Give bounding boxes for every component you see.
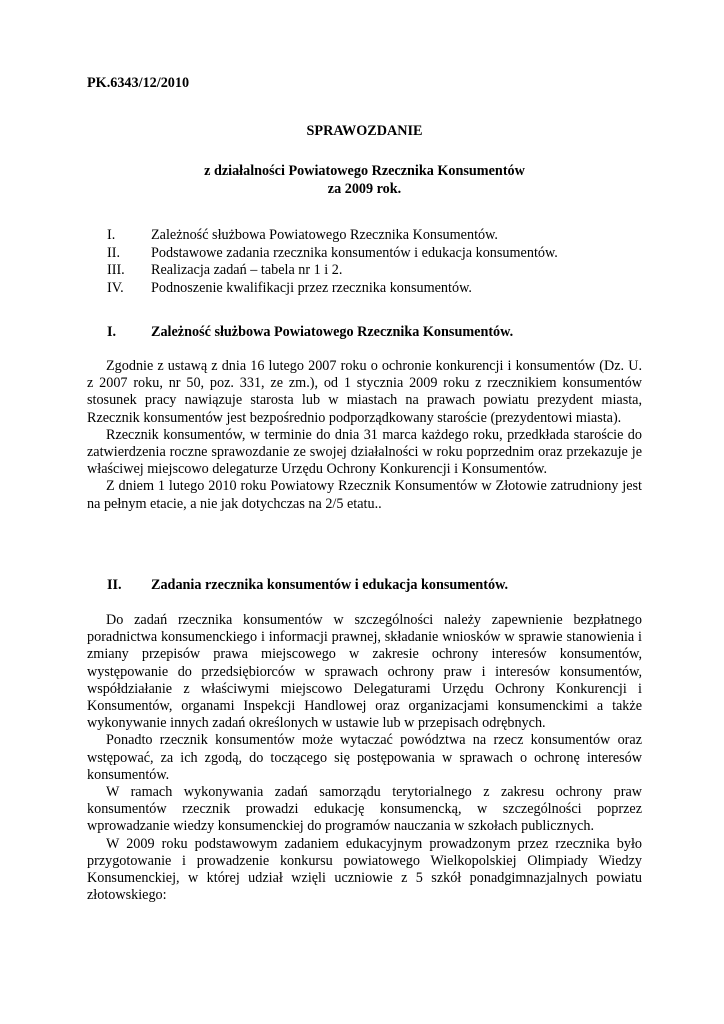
toc-item (107, 280, 647, 298)
table-of-contents (107, 227, 647, 297)
toc-item-number: I. (107, 227, 116, 243)
toc-item (107, 227, 647, 245)
section-2-heading (107, 577, 647, 594)
toc-item-number: II. (107, 244, 120, 261)
paragraph: Rzecznik konsumentów, w terminie do dnia 31 marca każdego roku, przedkłada staroście do zatwierdzenia roczne sprawozdanie ze swojej działalności w roku poprzednim oraz przekazuje je właściwej miejscowo delegaturze Urzędu Ochrony Konkurencji i Konsumentów. (87, 426, 642, 478)
section-1-heading (107, 324, 647, 341)
toc-item-text: Podnoszenie kwalifikacji przez rzecznika konsumentów. (151, 279, 472, 296)
reference-number: PK.6343/12/2010 (87, 75, 190, 91)
subtitle-line-1: z działalności Powiatowego Rzecznika Konsumentów (204, 163, 525, 179)
toc-item (107, 262, 647, 280)
toc-item-number: IV. (107, 279, 124, 296)
section-title: Zadania rzecznika konsumentów i edukacja konsumentów. (151, 577, 509, 593)
section-title: Zależność służbowa Powiatowego Rzecznika Konsumentów. (151, 324, 514, 340)
document-subtitle (87, 162, 642, 198)
toc-item-text: Podstawowe zadania rzecznika konsumentów i edukacja konsumentów. (151, 244, 558, 261)
paragraph: Zgodnie z ustawą z dnia 16 lutego 2007 roku o ochronie konkurencji i konsumentów (Dz. U. z 2007 roku, nr 50, poz. 331, ze zm.), od 1 stycznia 2009 roku z rzecznikiem konsumentów stosunek pracy nawiązuje starosta lub w miastach na prawach powiatu prezydent miasta, Rzecznik konsumentów jest bezpośrednio podporządkowany staroście (prezydentowi miasta). (87, 358, 642, 426)
paragraph: Z dniem 1 lutego 2010 roku Powiatowy Rzecznik Konsumentów w Złotowie zatrudniony jest na pełnym etacie, a nie jak dotychczas na 2/5 etatu.. (87, 478, 642, 512)
section-number: I. (107, 324, 117, 340)
section-number: II. (107, 577, 122, 593)
toc-item (107, 245, 647, 263)
section-2-body (87, 612, 642, 904)
section-1-body (87, 358, 642, 513)
subtitle-line-2: za 2009 rok. (327, 181, 402, 197)
toc-item-number: III. (107, 262, 125, 278)
toc-item-text: Zależność służbowa Powiatowego Rzecznika Konsumentów. (151, 227, 498, 243)
paragraph: Do zadań rzecznika konsumentów w szczególności należy zapewnienie bezpłatnego poradnictwa konsumenckiego i informacji prawnej, składanie wniosków w sprawie stanowienia i zmiany przepisów prawa miejscowego w zakresie ochrony interesów konsumentów, występowanie do przedsiębiorców w sprawach ochrony praw i interesów konsumentów, współdziałanie z właściwymi miejscowo Delegaturami Urzędu Ochrony Konkurencji i Konsumentów, organami Inspekcji Handlowej oraz organizacjami konsumenckimi a także wykonywanie innych zadań określonych w ustawie lub w przepisach odrębnych. (87, 612, 642, 732)
paragraph: Ponadto rzecznik konsumentów może wytaczać powództwa na rzecz konsumentów oraz wstępować, za ich zgodą, do toczącego się postępowania w sprawach o ochronę interesów konsumentów. (87, 732, 642, 783)
paragraph: W 2009 roku podstawowym zadaniem edukacyjnym prowadzonym przez rzecznika było przygotowanie i prowadzenie konkursu powiatowego Wielkopolskiej Olimpiady Wiedzy Konsumenckiej, w której udział wzięli uczniowie z 5 szkół ponadgimnazjalnych powiatu złotowskiego: (87, 835, 642, 904)
toc-item-text: Realizacja zadań – tabela nr 1 i 2. (151, 262, 343, 278)
paragraph: W ramach wykonywania zadań samorządu terytorialnego z zakresu ochrony praw konsumentów rzecznik prowadzi edukację konsumencką, w szczególności poprzez wprowadzanie wiedzy konsumenckiej do programów nauczania w szkołach publicznych. (87, 784, 642, 835)
document-title: SPRAWOZDANIE (306, 123, 423, 139)
